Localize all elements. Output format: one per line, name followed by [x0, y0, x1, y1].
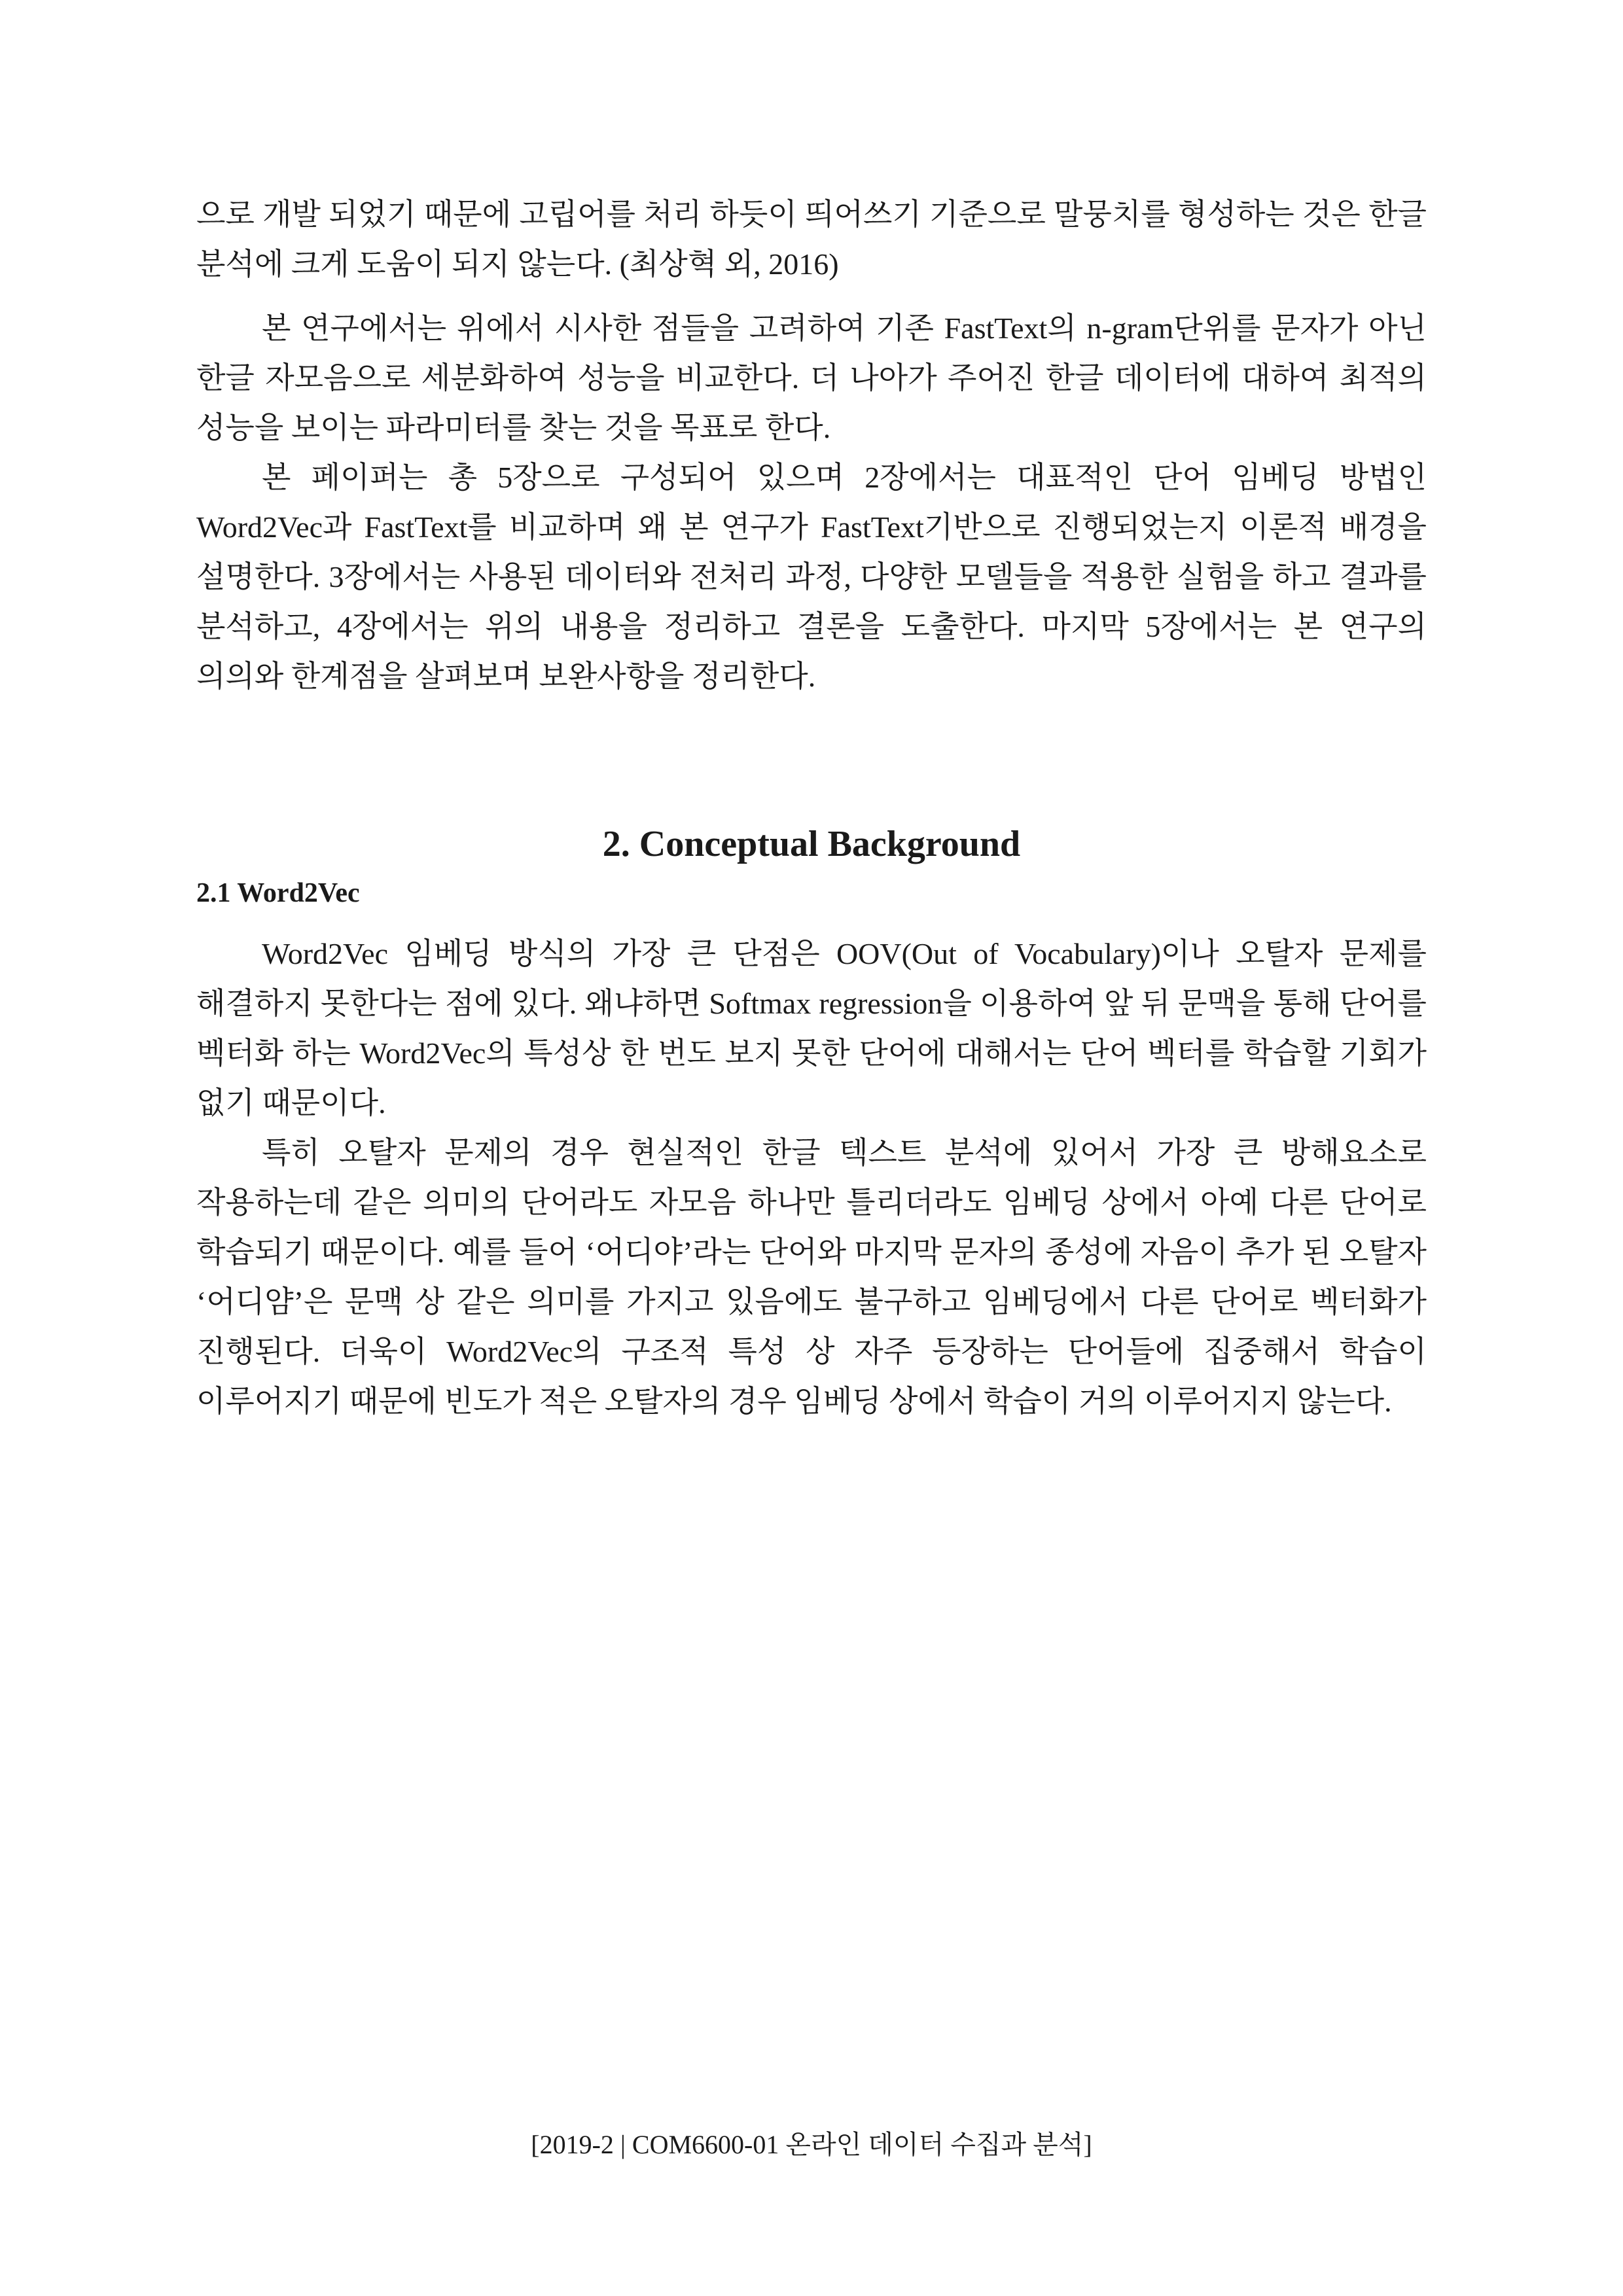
subsection-heading: 2.1 Word2Vec	[196, 878, 360, 908]
intro-section	[196, 190, 1427, 701]
intro-paragraph-3: 본 페이퍼는 총 5장으로 구성되어 있으며 2장에서는 대표적인 단어 임베딩 방법인 Word2Vec과 FastText를 비교하며 왜 본 연구가 FastText기반으로 진행되었는지 이론적 배경을 설명한다. 3장에서는 사용된 데이터와 전처리 과정, 다양한 모델들을 적용한 실험을 하고 결과를 분석하고, 4장에서는 위의 내용을 정리하고 결론을 도출한다. 마지막 5장에서는 본 연구의 의의와 한계점을 살펴보며 보완사항을 정리한다.	[196, 461, 1427, 693]
intro-paragraph-2: 본 연구에서는 위에서 시사한 점들을 고려하여 기존 FastText의 n-gram단위를 문자가 아닌 한글 자모음으로 세분화하여 성능을 비교한다. 더 나아가 주어진 한글 데이터에 대하여 최적의 성능을 보이는 파라미터를 찾는 것을 목표로 한다.	[196, 311, 1427, 444]
word2vec-paragraph-1: Word2Vec 임베딩 방식의 가장 큰 단점은 OOV(Out of Vocabulary)이나 오탈자 문제를 해결하지 못한다는 점에 있다. 왜냐하면 Softmax regression을 이용하여 앞 뒤 문맥을 통해 단어를 벡터화 하는 Word2Vec의 특성상 한 번도 보지 못한 단어에 대해서는 단어 벡터를 학습할 기회가 없기 때문이다.	[196, 937, 1427, 1120]
intro-paragraph-1: 으로 개발 되었기 때문에 고립어를 처리 하듯이 띄어쓰기 기준으로 말뭉치를 형성하는 것은 한글 분석에 크게 도움이 되지 않는다. (최상혁 외, 2016)	[196, 198, 1427, 281]
page-footer: [2019-2 | COM6600-01 온라인 데이터 수집과 분석]	[531, 2130, 1092, 2159]
section-heading: 2. Conceptual Background	[602, 824, 1021, 864]
word2vec-section	[196, 929, 1427, 1426]
word2vec-paragraph-2: 특히 오탈자 문제의 경우 현실적인 한글 텍스트 분석에 있어서 가장 큰 방해요소로 작용하는데 같은 의미의 단어라도 자모음 하나만 틀리더라도 임베딩 상에서 아예 다른 단어로 학습되기 때문이다. 예를 들어 ‘어디야’라는 단어와 마지막 문자의 종성에 자음이 추가 된 오탈자 ‘어디얌’은 문맥 상 같은 의미를 가지고 있음에도 불구하고 임베딩에서 다른 단어로 벡터화가 진행된다. 더욱이 Word2Vec의 구조적 특성 상 자주 등장하는 단어들에 집중해서 학습이 이루어지기 때문에 빈도가 적은 오탈자의 경우 임베딩 상에서 학습이 거의 이루어지지 않는다.	[196, 1136, 1427, 1418]
